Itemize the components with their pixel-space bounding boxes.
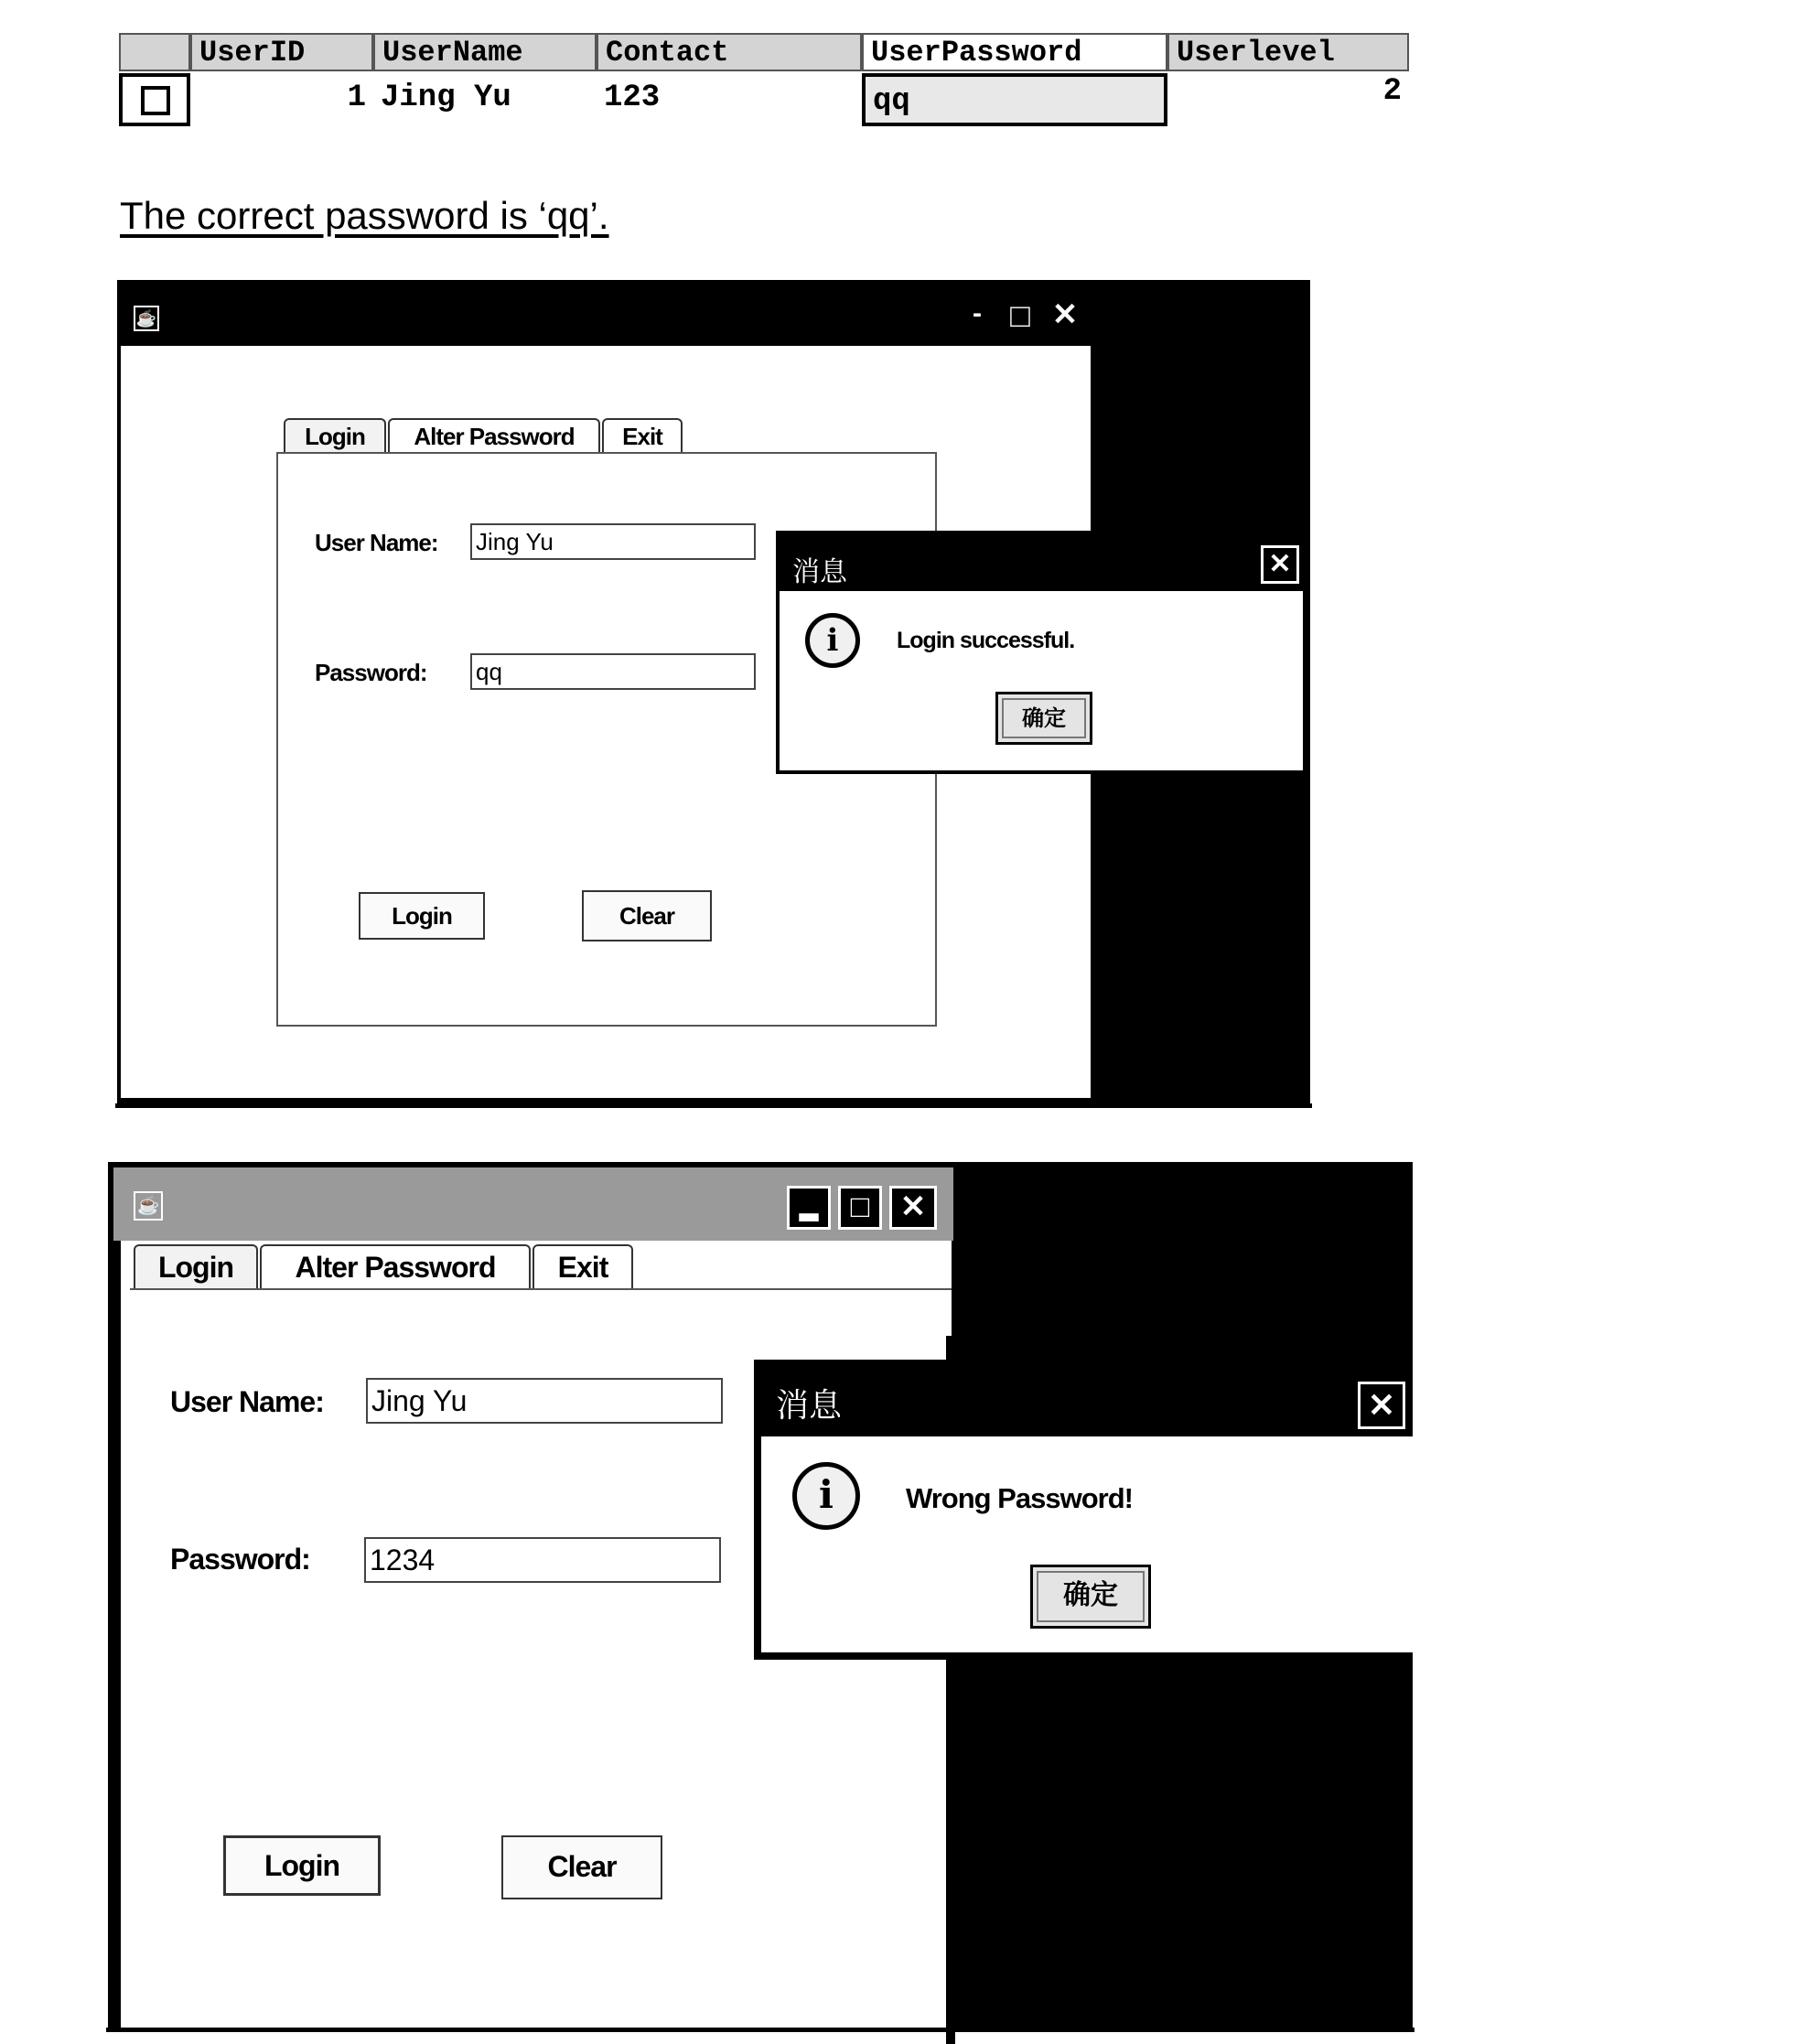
dialog-message: Login successful.	[897, 628, 1075, 653]
login-button[interactable]: Login	[223, 1835, 381, 1896]
dialog-message: Wrong Password!	[906, 1482, 1133, 1514]
table-header-userid[interactable]: UserID	[190, 33, 373, 71]
username-label: User Name:	[315, 529, 438, 556]
password-field[interactable]: qq	[470, 653, 756, 690]
minimize-icon[interactable]: ▂	[787, 1186, 831, 1230]
login-button[interactable]: Login	[359, 892, 485, 940]
tab-strip-line	[130, 1288, 952, 1290]
password-label: Password:	[315, 659, 427, 686]
dialog-title: 消息	[792, 556, 847, 588]
tab-exit[interactable]: Exit	[602, 418, 683, 453]
window2-titlebar[interactable]	[113, 1167, 953, 1241]
ok-button[interactable]: 确定	[995, 692, 1092, 745]
close-icon[interactable]: ✕	[1358, 1382, 1405, 1429]
close-icon[interactable]: ✕	[1051, 297, 1079, 332]
tab-login[interactable]: Login	[134, 1244, 258, 1288]
username-field[interactable]: Jing Yu	[470, 523, 756, 560]
ok-button[interactable]: 确定	[1030, 1565, 1151, 1629]
dialog-body	[761, 1436, 1413, 1652]
dialog-title: 消息	[776, 1387, 843, 1425]
dialog-body	[780, 591, 1303, 770]
table-header-username[interactable]: UserName	[373, 33, 597, 71]
close-icon[interactable]: ✕	[889, 1186, 937, 1230]
database-table	[119, 33, 1409, 134]
cell-userlevel: 2	[1382, 74, 1402, 109]
checkbox-icon[interactable]	[141, 86, 170, 115]
tab-login[interactable]: Login	[284, 418, 386, 453]
info-icon: i	[805, 613, 860, 668]
info-icon: i	[792, 1462, 860, 1530]
window1-titlebar[interactable]	[121, 284, 1091, 346]
java-app-icon: ☕	[134, 1191, 163, 1221]
table-header-selector	[119, 33, 190, 71]
java-app-icon: ☕	[134, 306, 159, 331]
message-dialog-error	[754, 1360, 1409, 1660]
password-label: Password:	[170, 1543, 310, 1576]
close-icon[interactable]: ✕	[1261, 545, 1299, 584]
clear-button[interactable]: Clear	[582, 890, 712, 941]
cell-contact: 123	[604, 81, 661, 115]
tab-exit[interactable]: Exit	[532, 1244, 633, 1288]
cell-username: Jing Yu	[381, 81, 511, 115]
username-label: User Name:	[170, 1385, 324, 1418]
minimize-icon[interactable]: -	[973, 298, 982, 328]
cell-userpassword[interactable]: qq	[862, 73, 1167, 126]
table-header-userpassword[interactable]: UserPassword	[862, 33, 1167, 71]
maximize-icon[interactable]: □	[1010, 296, 1030, 334]
divider-line	[115, 1103, 1312, 1108]
table-header-contact[interactable]: Contact	[597, 33, 862, 71]
table-row-selector[interactable]	[119, 73, 190, 126]
tab-alter-password[interactable]: Alter Password	[388, 418, 600, 453]
tab-alter-password[interactable]: Alter Password	[260, 1244, 531, 1288]
password-field[interactable]: 1234	[364, 1537, 721, 1583]
maximize-icon[interactable]: □	[838, 1186, 882, 1230]
clear-button[interactable]: Clear	[501, 1835, 662, 1899]
username-field[interactable]: Jing Yu	[366, 1378, 723, 1424]
cell-userid: 1	[347, 81, 366, 115]
table-header-userlevel[interactable]: Userlevel	[1167, 33, 1409, 71]
divider-line	[106, 2028, 1414, 2032]
caption-text: The correct password is ‘qq’.	[120, 194, 609, 237]
message-dialog-success	[776, 531, 1307, 774]
